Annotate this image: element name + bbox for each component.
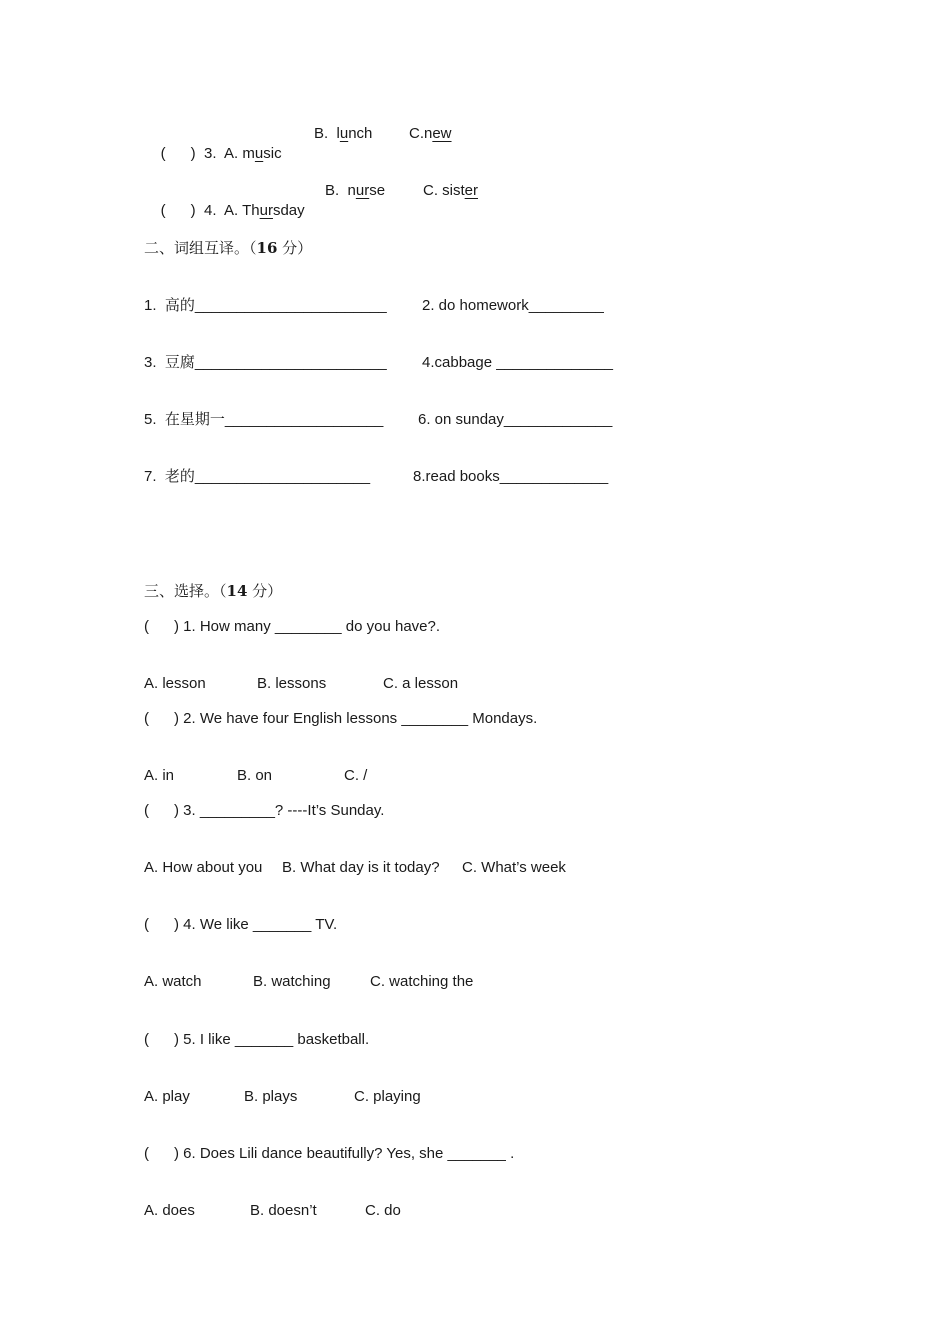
q4-option-a: A. watch: [144, 973, 202, 990]
q1-option-b: B. lessons: [257, 675, 327, 692]
q3-option-c: C. What’s week: [462, 859, 566, 876]
translate-item-4[interactable]: 4.cabbage ______________: [422, 354, 614, 371]
translate-item-5[interactable]: 5. 在星期一___________________: [144, 411, 384, 428]
translate-item-3[interactable]: 3. 豆腐_______________________: [144, 354, 387, 371]
option-a: A. music: [224, 145, 282, 162]
q6-option-c: C. do: [365, 1202, 401, 1219]
phonics-4-option-c: C. sister: [423, 182, 479, 199]
section-3-title: 三、选择。（14 分）: [144, 582, 283, 600]
question-number: 4.: [204, 202, 217, 219]
phonics-3-option-c: C.new: [409, 125, 452, 142]
choice-question-3[interactable]: ( ) 3. _________? ----It’s Sunday.: [144, 802, 385, 819]
translate-item-6[interactable]: 6. on sunday_____________: [418, 411, 613, 428]
question-number: 3.: [204, 145, 217, 162]
translate-item-1[interactable]: 1. 高的_______________________: [144, 297, 387, 314]
q1-option-c: C. a lesson: [383, 675, 459, 692]
choice-question-2[interactable]: ( ) 2. We have four English lessons ________ Mondays.: [144, 710, 538, 727]
q6-option-b: B. doesn’t: [250, 1202, 317, 1219]
q4-option-c: C. watching the: [370, 973, 474, 990]
answer-bracket[interactable]: ( ): [160, 145, 196, 162]
q2-option-c: C. /: [344, 767, 368, 784]
translate-item-8[interactable]: 8.read books_____________: [413, 468, 609, 485]
q3-option-a: A. How about you: [144, 859, 263, 876]
translate-item-2[interactable]: 2. do homework_________: [422, 297, 604, 314]
phonics-4-option-b: B. nurse: [325, 182, 386, 199]
q5-option-b: B. plays: [244, 1088, 298, 1105]
q4-option-b: B. watching: [253, 973, 331, 990]
phonics-question-4: [144, 181, 305, 241]
choice-question-4[interactable]: ( ) 4. We like _______ TV.: [144, 916, 338, 933]
option-a: A. Thursday: [224, 202, 305, 219]
phonics-question-3: [144, 124, 282, 184]
translate-item-7[interactable]: 7. 老的_____________________: [144, 468, 371, 485]
q6-option-a: A. does: [144, 1202, 195, 1219]
choice-question-6[interactable]: ( ) 6. Does Lili dance beautifully? Yes, she _______ .: [144, 1145, 515, 1162]
q5-option-c: C. playing: [354, 1088, 421, 1105]
q5-option-a: A. play: [144, 1088, 190, 1105]
q3-option-b: B. What day is it today?: [282, 859, 440, 876]
section-2-title: 二、词组互译。（16 分）: [144, 239, 313, 257]
q1-option-a: A. lesson: [144, 675, 206, 692]
choice-question-5[interactable]: ( ) 5. I like _______ basketball.: [144, 1031, 370, 1048]
choice-question-1[interactable]: ( ) 1. How many ________ do you have?.: [144, 618, 441, 635]
phonics-3-option-b: B. lunch: [314, 125, 373, 142]
answer-bracket[interactable]: ( ): [160, 202, 196, 219]
q2-option-a: A. in: [144, 767, 175, 784]
q2-option-b: B. on: [237, 767, 273, 784]
